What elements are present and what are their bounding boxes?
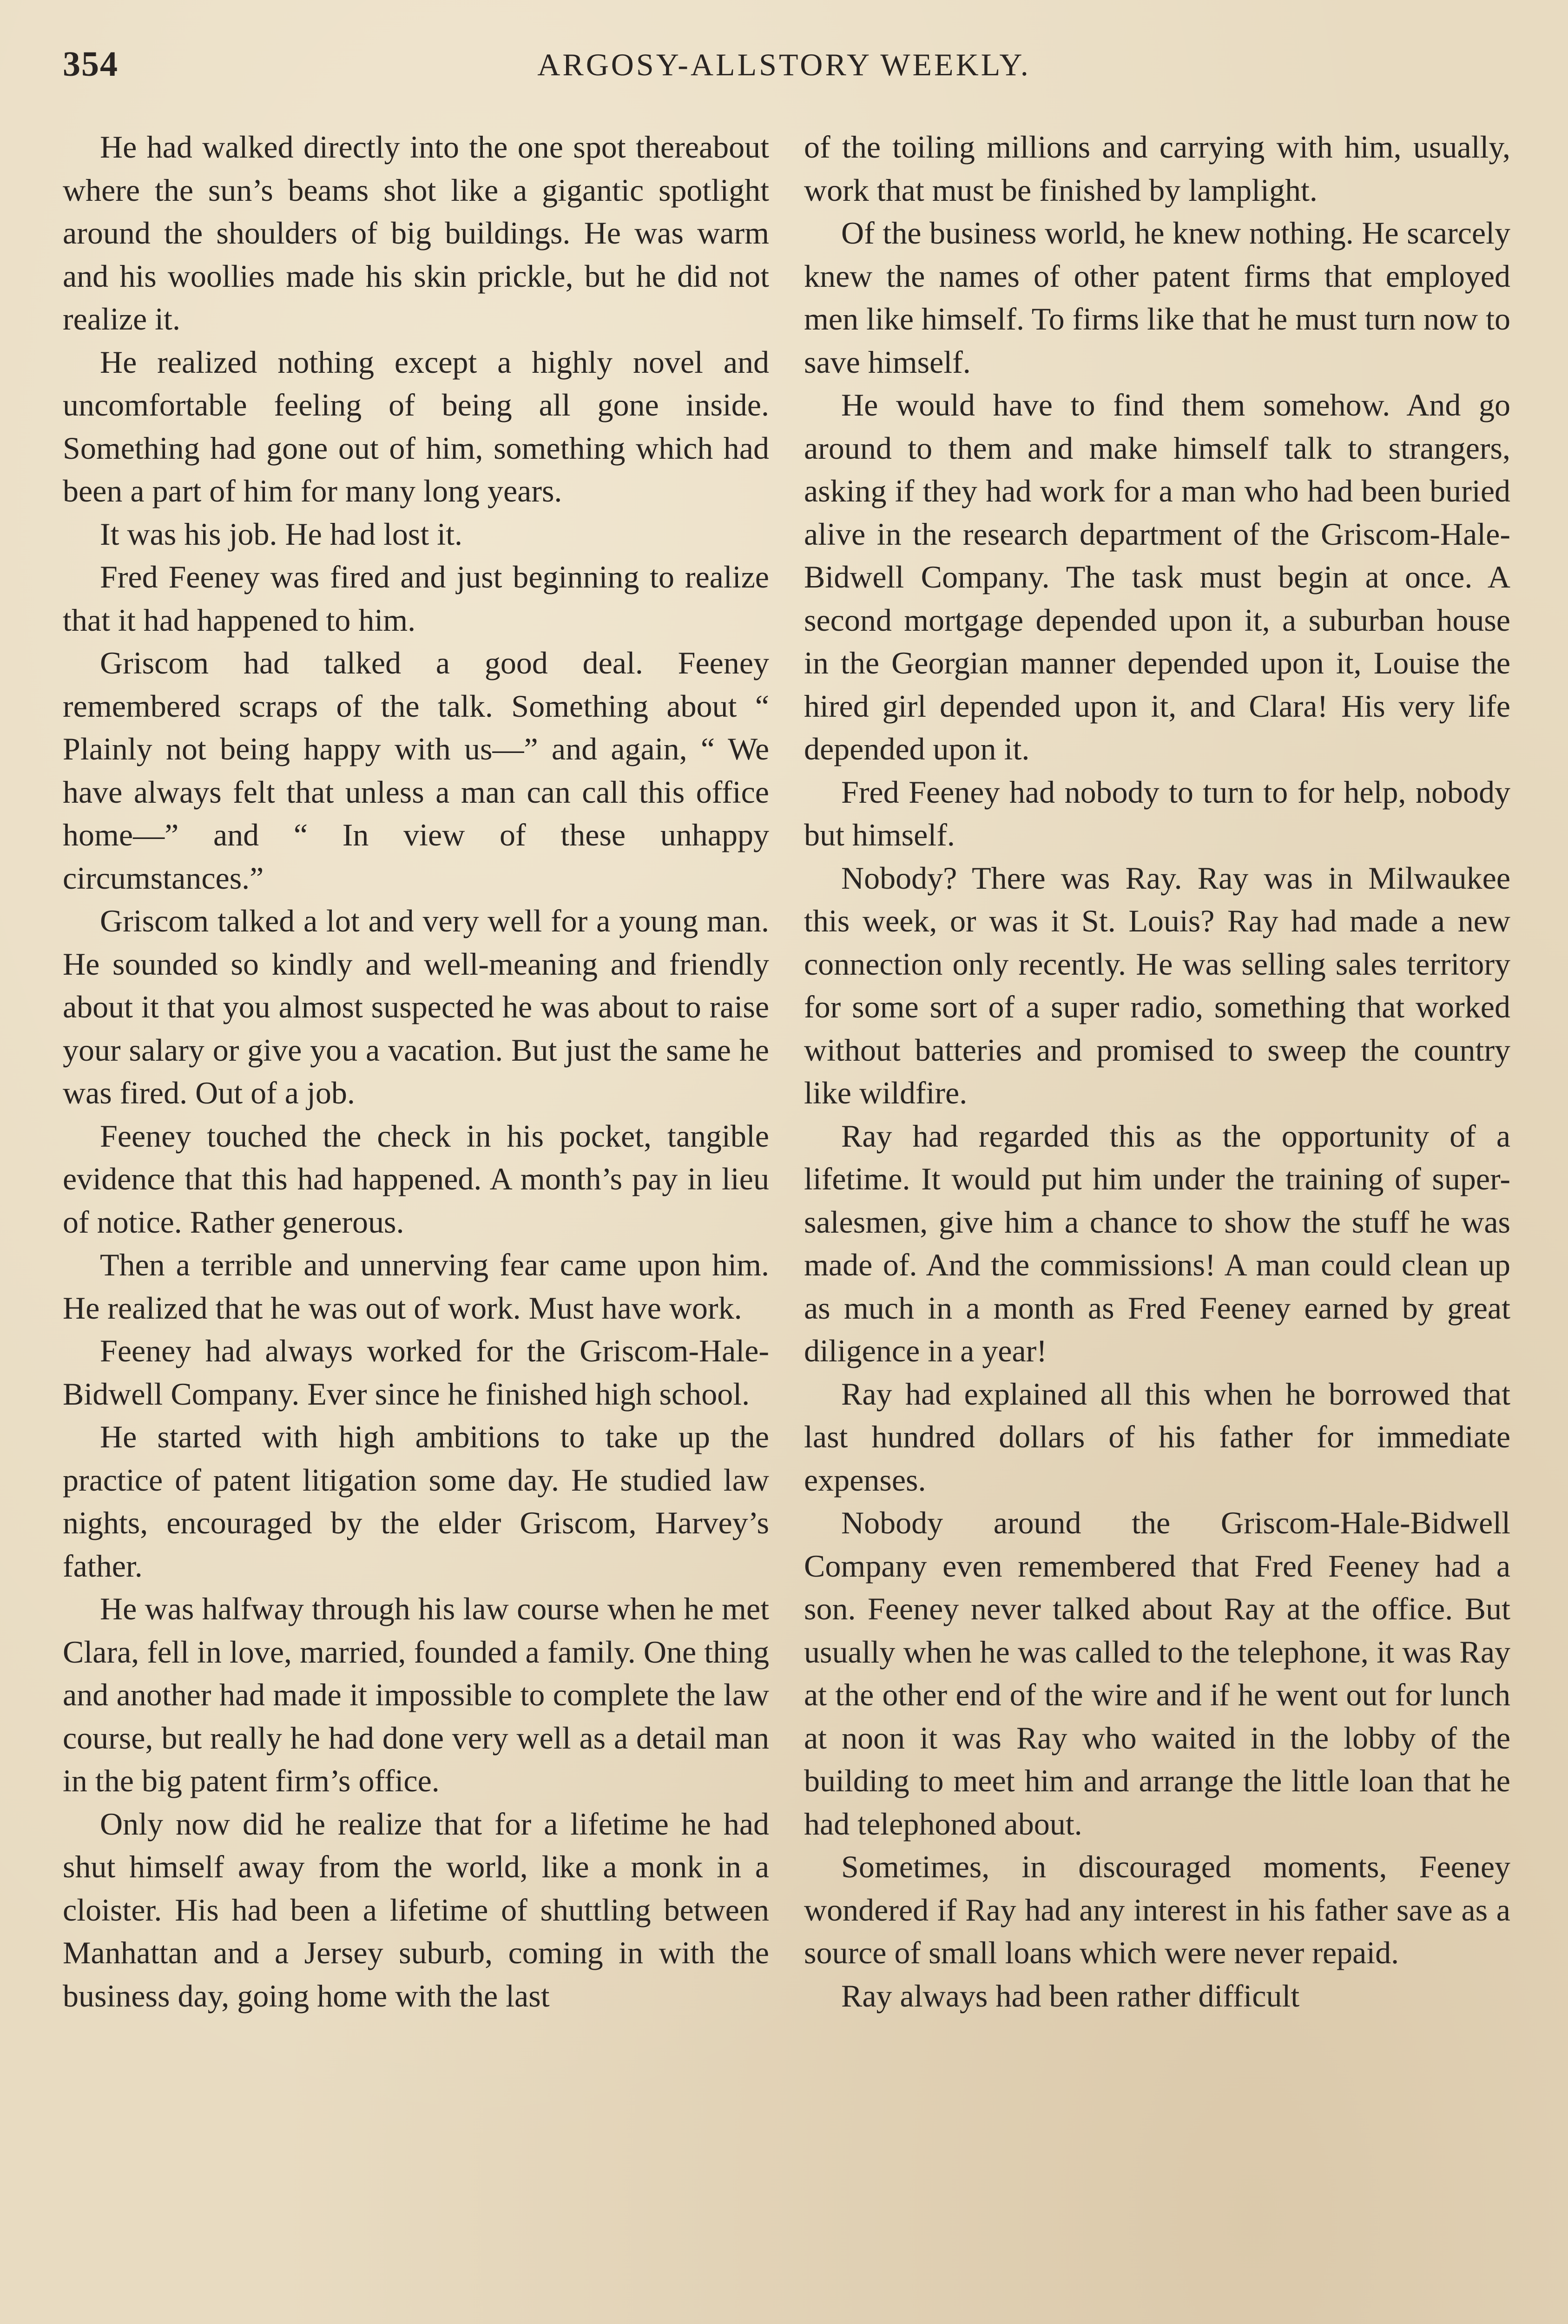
left-column xyxy=(63,125,769,2017)
paragraph: Ray had explained all this when he borrowed that last hundred dollars of his father for immediate expenses. xyxy=(804,1376,1510,1498)
paragraph: He had walked directly into the one spot thereabout where the sun’s beams shot like a gigantic spotlight around the shoulders of big buildings. He was warm and his woollies made his skin prickle, but he did not realize it. xyxy=(63,129,769,337)
paragraph: Nobody? There was Ray. Ray was in Milwaukee this week, or was it St. Louis? Ray had made a new connection only recently. He was selling sales territory for some sort of a super radio, something that worked without batteries and promised to sweep the country like wildfire. xyxy=(804,860,1510,1110)
paragraph: It was his job. He had lost it. xyxy=(100,516,463,552)
paragraph-continued: of the toiling millions and carrying with him, usually, work that must be finished by lamplight. xyxy=(804,129,1510,208)
paragraph: Ray always had been rather difficult xyxy=(841,1978,1300,2014)
paragraph: Nobody around the Griscom-Hale-Bidwell Company even remembered that Fred Feeney had a son. Feeney never talked about Ray at the office. But usually when he was called to the telephone, it was Ray at the other end of the wire and if he went out for lunch at noon it was Ray who waited in the lobby of the building to meet him and arrange the little loan that he had telephoned about. xyxy=(804,1505,1510,1842)
running-head: ARGOSY-ALLSTORY WEEKLY. xyxy=(537,47,1031,82)
paragraph: He started with high ambitions to take up the practice of patent litigation some day. He studied law nights, encouraged by the elder Griscom, Harvey’s father. xyxy=(63,1419,769,1584)
right-column xyxy=(804,125,1510,2017)
paragraph: Fred Feeney had nobody to turn to for help, nobody but himself. xyxy=(804,774,1510,852)
paragraph: He realized nothing except a highly novel and uncomfortable feeling of being all gone inside. Something had gone out of him, something which had been a part of him for many long years. xyxy=(63,344,769,508)
paragraph: Sometimes, in discouraged moments, Feeney wondered if Ray had any interest in his father save as a source of small loans which were never repaid. xyxy=(804,1849,1510,1970)
paragraph: Fred Feeney was fired and just beginning to realize that it had happened to him. xyxy=(63,559,769,638)
paragraph: Only now did he realize that for a lifetime he had shut himself away from the world, like a monk in a cloister. His had been a lifetime of shuttling between Manhattan and a Jersey suburb, coming in with the business day, going home with the last xyxy=(63,1806,769,2014)
paragraph: Feeney touched the check in his pocket, tangible evidence that this had happened. A month’s pay in lieu of notice. Rather generous. xyxy=(63,1118,769,1240)
paragraph: Then a terrible and unnerving fear came upon him. He realized that he was out of work. Must have work. xyxy=(63,1247,769,1326)
paragraph: He would have to find them somehow. And go around to them and make himself talk to strangers, asking if they had work for a man who had been buried alive in the research department of the Griscom-Hale-Bidwell Company. The task must begin at once. A second mortgage depended upon it, a suburban house in the Georgian manner depended upon it, Louise the hired girl depended upon it, and Clara! His very life depended upon it. xyxy=(804,387,1510,766)
paragraph: Griscom talked a lot and very well for a young man. He sounded so kindly and well-meaning and friendly about it that you almost suspected he was about to raise your salary or give you a vacation. But just the same he was fired. Out of a job. xyxy=(63,903,769,1110)
paragraph: He was halfway through his law course when he met Clara, fell in love, married, founded a family. One thing and another had made it impossible to complete the law course, but really he had done very well as a detail man in the big patent firm’s office. xyxy=(63,1591,769,1798)
page-number: 354 xyxy=(63,45,119,84)
paragraph: Feeney had always worked for the Griscom-Hale-Bidwell Company. Ever since he finished high school. xyxy=(63,1333,769,1412)
paragraph: Of the business world, he knew nothing. He scarcely knew the names of other patent firms that employed men like himself. To firms like that he must turn now to save himself. xyxy=(804,215,1511,380)
paragraph: Griscom had talked a good deal. Feeney remembered scraps of the talk. Something about “ Plainly not being happy with us—” and again, “ We have always felt that unless a man can call this office home—” and “ In view of these unhappy circumstances.” xyxy=(63,645,769,896)
paragraph: Ray had regarded this as the opportunity of a lifetime. It would put him under the training of super-salesmen, give him a chance to show the stuff he was made of. And the commissions! A man could clean up as much in a month as Fred Feeney earned by great diligence in a year! xyxy=(804,1118,1510,1368)
